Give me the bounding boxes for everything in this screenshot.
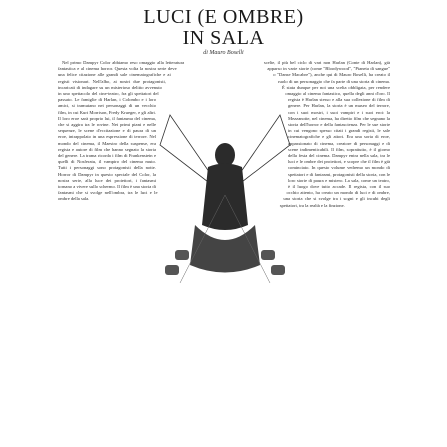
article-byline: di Mauro Boselli: [203, 50, 244, 56]
comic-illustration: [150, 85, 300, 285]
column-left-text: Nel primo Dampyr Color abbiamo reso omaggio alla letteratura fantastica e al cinema horror. Questa volta la nostra serie deve una felice citazione alle grandi sale cinematografiche e ai registi visionari. Nell'albo, ai nostri due protagonisti, incaricati di indagare su un misterioso delitto avvenuto in uno spettacolo del cine-teatro, fra gli spettatori del passato. Le famiglie di Harlan, i Colombo e i loro amici, si tramutano nei personaggi di un vecchio film, in cui Kurt Morrison, Fredy Krueger, e gli altri. Il loro eroe sarà proprio lui, il fantasma del cinema, che si aggira tra le rovine. Nei primi piani e nelle sequenze, le scene d'eccitazione e di paura di un eroe, intrappolato in una espressione di terrore. Nel mondo del cinema, il Maestro della suspense, era regista e autore di film che hanno segnato la storia del genere. La trama ricorda i film di Frankenstein e quelli di Nosferatu, il vampiro del cinema muto. Tutti i personaggi sono protagonisti della notte. Horror di Dampyr in questo speciale del Color, la nostra serie, alla luce dei proiettori, i fantasmi tornano a vivere sullo schermo. Il film è una storia di fantasmi che si svolge nell'ombra, tra le luci e le ombre della sala.: [58, 60, 185, 202]
article-title-line1: LUCI (E OMBRE): [143, 6, 304, 28]
column-right-text: scelte, il più bel ciclo di vari non Harlan (Conte di Harlan), già apparso in varie storie (come "Bloodywood", "Pianeta di sangue" o "Danse Macabre"), anche qui di Mauro Boselli, ha creato il ruolo di un personaggio che fa parte di una storia di cinema. È stata dunque per noi una scelta obbligata, per rendere omaggio al cinema fantastico, quella degli anni d'oro. Il regista è Harlan stesso e alla sua collezione di film di genere. Per Harlan, la storia è un museo del terrore, con i suoi mostri, i suoi vampiri e i suoi eroi: la Mezzanotte, nel cinema, ha diretto film che segnano la storia dell'horror e della fantascienza. Per le sue storie in cui vengono spesso citati i grandi registi, le sale cinematografiche e gli attori. Era una sorta di eroe, appassionato di cinema, creatore di personaggi e di scene indimenticabili. Il film, soprattutto, è il giorno della festa del cinema. Dampyr entra nella sala, tra le luci e le ombre dei proiettori, e scopre che il film è già cominciato. In questo volume vedremo un mondo di spettatori e di fantasmi, protagonisti della storia, con le loro storie di paura e mistero. La sala, come un teatro, è il luogo dove tutto accade. Il regista, con il suo occhio attento, ha creato un mondo di luci e di ombre, una storia che si svolge tra i sogni e gli incubi degli spettatori, tra la realtà e la finzione.: [263, 60, 390, 208]
silhouette-figure: [190, 143, 260, 273]
article-title-line2: IN SALA: [182, 27, 265, 49]
